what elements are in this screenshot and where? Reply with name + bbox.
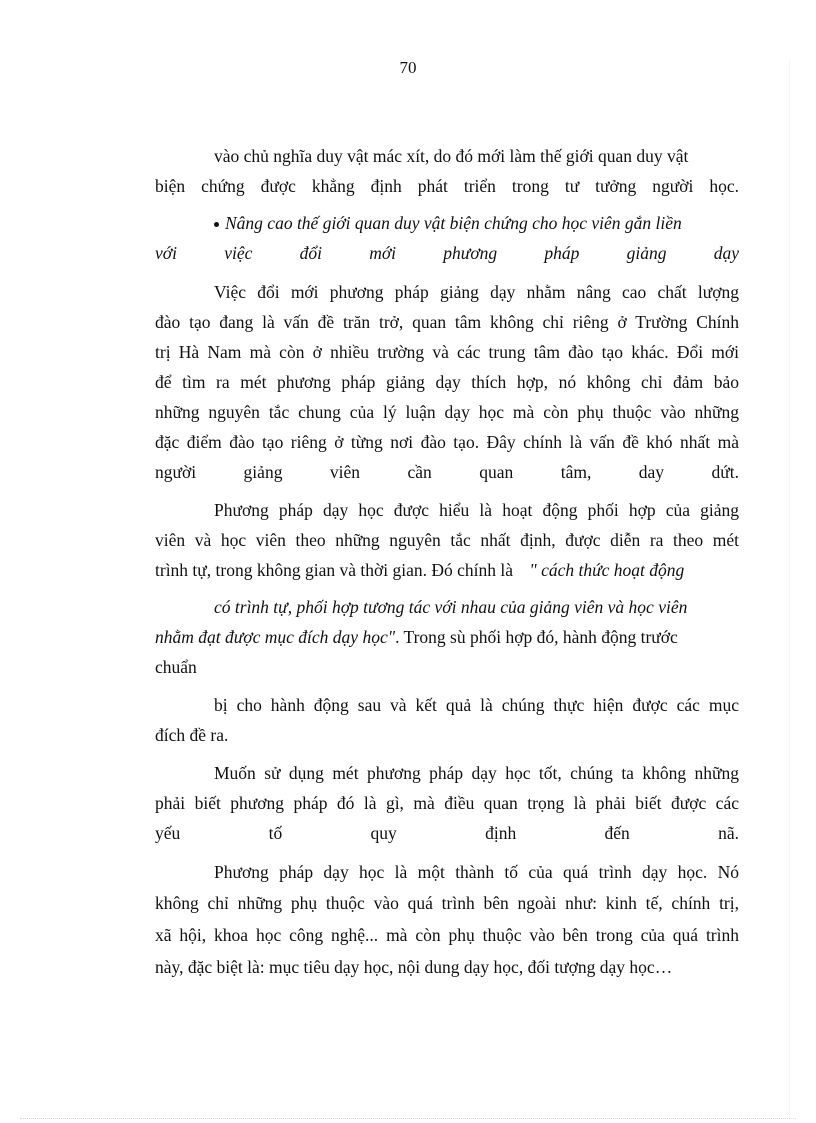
text-line: trình tự, trong không gian và thời gian. Đó chính là " cách thức hoạt động bbox=[155, 560, 685, 580]
text-line: không chỉ những phụ thuộc vào quá trình bên ngoài như: kinh tế, chính trị, bbox=[155, 893, 739, 913]
text-line: phải biết phương pháp đó là gì, mà điều quan trọng là phải biết được các bbox=[155, 793, 739, 813]
text-line: viên và học viên theo những nguyên tắc nhất định, được diễn ra theo mét bbox=[155, 530, 739, 550]
page-edge-rule bbox=[789, 60, 790, 1117]
text-line: Phương pháp dạy học là một thành tố của quá trình dạy học. Nó bbox=[214, 862, 739, 882]
text-line: xã hội, khoa học công nghệ... mà còn phụ thuộc vào bên trong của quá trình bbox=[155, 925, 739, 945]
text-line: Việc đổi mới phương pháp giảng dạy nhằm nâng cao chất lượng bbox=[214, 282, 739, 302]
text-line: đào tạo đang là vấn đề trăn trở, quan tâm không chỉ riêng ở Trường Chính bbox=[155, 312, 739, 332]
text-line: có trình tự, phối hợp tương tác với nhau của giảng viên và học viên bbox=[214, 597, 688, 617]
text-line: người giảng viên cần quan tâm, day dứt. bbox=[155, 462, 739, 482]
text-line: những nguyên tắc chung của lý luận dạy học mà còn phụ thuộc vào những bbox=[155, 402, 739, 422]
text-line: nhằm đạt được mục đích dạy học". Trong sù phối hợp đó, hành động trước bbox=[155, 627, 678, 647]
text-line: này, đặc biệt là: mục tiêu dạy học, nội dung dạy học, đối tượng dạy học… bbox=[155, 957, 673, 977]
bullet-heading-line: Nâng cao thế giới quan duy vật biện chứng cho học viên gắn liền bbox=[214, 212, 739, 234]
text-line: để tìm ra mét phương pháp giảng dạy thích hợp, nó không chỉ đảm bảo bbox=[155, 372, 739, 392]
text-line: bị cho hành động sau và kết quả là chúng thực hiện được các mục bbox=[214, 695, 739, 715]
text-line: đích đề ra. bbox=[155, 725, 229, 745]
text-line: biện chứng được khẳng định phát triển trong tư tưởng người học. bbox=[155, 176, 739, 196]
bullet-icon bbox=[214, 222, 219, 227]
page-number: 70 bbox=[399, 58, 417, 77]
text-line: yếu tố quy định đến nã. bbox=[155, 823, 739, 843]
page-bottom-rule bbox=[20, 1118, 796, 1119]
bullet-heading-line: với việc đổi mới phương pháp giảng dạy bbox=[155, 243, 739, 263]
text-line: Phương pháp dạy học được hiểu là hoạt động phối hợp của giảng bbox=[214, 500, 739, 520]
text-line: đặc điểm đào tạo riêng ở từng nơi đào tạo. Đây chính là vấn đề khó nhất mà bbox=[155, 432, 739, 452]
text-line: vào chủ nghĩa duy vật mác xít, do đó mới làm thế giới quan duy vật bbox=[214, 146, 689, 166]
text-line: trị Hà Nam mà còn ở nhiều trường và các trung tâm đào tạo khác. Đổi mới bbox=[155, 342, 739, 362]
text-line: chuẩn bbox=[155, 657, 197, 677]
text-line: Muốn sử dụng mét phương pháp dạy học tốt, chúng ta không những bbox=[214, 763, 739, 783]
